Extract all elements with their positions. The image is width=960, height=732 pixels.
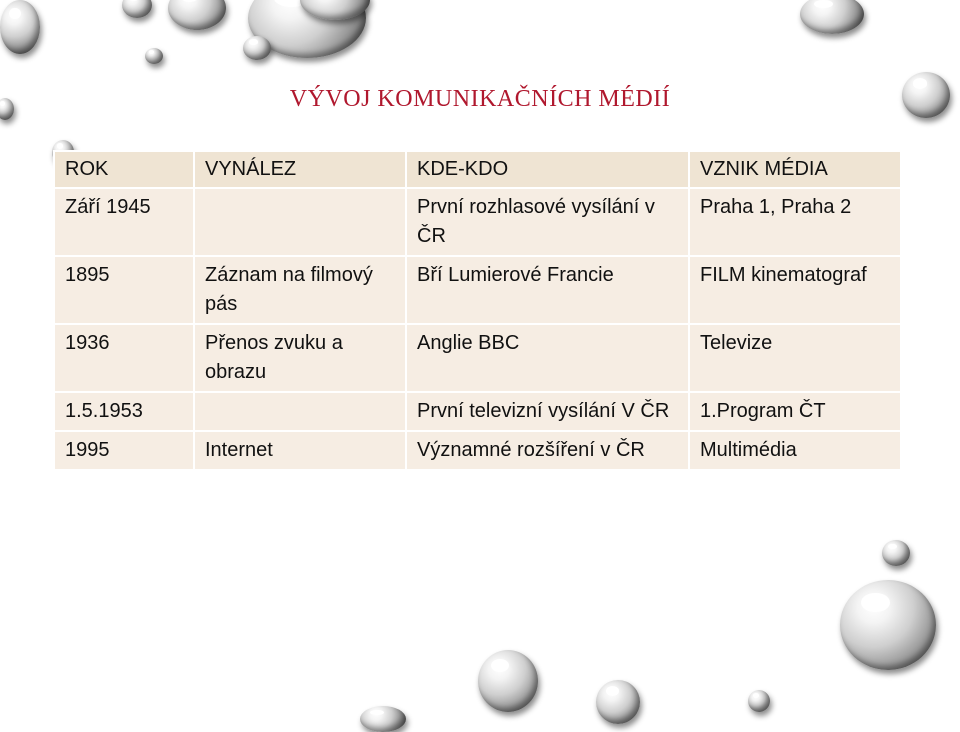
cell-year: 1936 <box>54 324 194 392</box>
water-drop-decoration <box>243 36 271 60</box>
water-drop-decoration <box>840 580 936 670</box>
water-drop-decoration <box>168 0 226 30</box>
cell-media-origin: FILM kinematograf <box>689 256 901 324</box>
cell-invention: Záznam na filmový pás <box>194 256 406 324</box>
cell-media-origin: 1.Program ČT <box>689 392 901 431</box>
slide-title: VÝVOJ KOMUNIKAČNÍCH MÉDIÍ <box>289 86 671 112</box>
header-media-origin: VZNIK MÉDIA <box>689 151 901 188</box>
water-drop-decoration <box>145 48 163 64</box>
cell-where-who: První televizní vysílání V ČR <box>406 392 689 431</box>
water-drop-decoration <box>596 680 640 724</box>
water-drop-decoration <box>0 0 40 54</box>
header-invention: VYNÁLEZ <box>194 151 406 188</box>
header-where-who: KDE-KDO <box>406 151 689 188</box>
header-year: ROK <box>54 151 194 188</box>
cell-where-who: První rozhlasové vysílání v ČR <box>406 188 689 256</box>
cell-invention: Internet <box>194 431 406 470</box>
cell-year: 1.5.1953 <box>54 392 194 431</box>
water-drop-decoration <box>360 706 406 732</box>
table-row <box>54 188 901 256</box>
water-drop-decoration <box>800 0 864 34</box>
table-row <box>54 392 901 431</box>
cell-media-origin: Praha 1, Praha 2 <box>689 188 901 256</box>
cell-invention <box>194 392 406 431</box>
cell-invention: Přenos zvuku a obrazu <box>194 324 406 392</box>
water-drop-decoration <box>882 540 910 566</box>
water-drop-decoration <box>478 650 538 712</box>
cell-invention <box>194 188 406 256</box>
table-row <box>54 256 901 324</box>
cell-where-who: Anglie BBC <box>406 324 689 392</box>
table-header-row <box>54 151 901 188</box>
cell-where-who: Významné rozšíření v ČR <box>406 431 689 470</box>
cell-media-origin: Televize <box>689 324 901 392</box>
cell-year: 1995 <box>54 431 194 470</box>
table-row <box>54 324 901 392</box>
water-drop-decoration <box>748 690 770 712</box>
cell-year: Září 1945 <box>54 188 194 256</box>
cell-where-who: Bří Lumierové Francie <box>406 256 689 324</box>
table-row <box>54 431 901 470</box>
media-history-table <box>53 150 902 471</box>
cell-media-origin: Multimédia <box>689 431 901 470</box>
cell-year: 1895 <box>54 256 194 324</box>
water-drop-decoration <box>122 0 152 18</box>
